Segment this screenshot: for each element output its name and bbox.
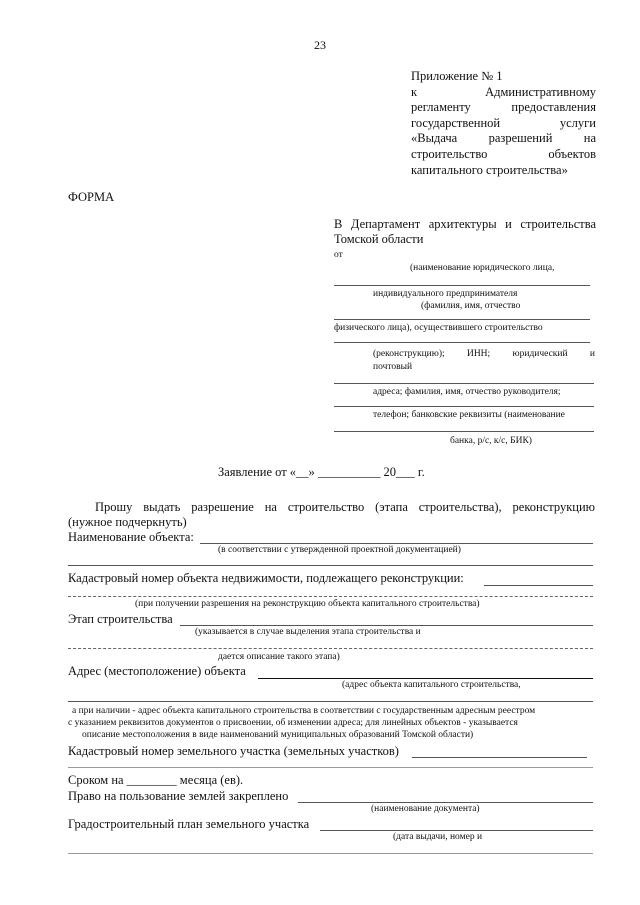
appendix-line: капитального строительства» xyxy=(411,162,568,177)
appendix-line: регламенту предоставления xyxy=(411,100,596,115)
object-name-field[interactable] xyxy=(200,543,593,544)
applicant-hint-3: (фамилия, имя, отчество xyxy=(421,301,521,311)
land-cadastral-label: Кадастровый номер земельного участка (земельных участков) xyxy=(68,744,399,758)
statement-date-line: Заявление от «__» __________ 20___ г. xyxy=(218,465,425,479)
gpzu-field-2[interactable] xyxy=(68,853,593,854)
cadastral-label: Кадастровый номер объекта недвижимости, подлежащего реконструкции: xyxy=(68,571,464,585)
appendix-line: «Выдача разрешений на xyxy=(411,131,596,146)
appendix-line: строительство объектов xyxy=(411,146,596,161)
applicant-line[interactable] xyxy=(334,406,594,407)
stage-label: Этап строительства xyxy=(68,612,173,626)
land-right-hint: (наименование документа) xyxy=(371,804,480,814)
address-field-2[interactable] xyxy=(68,701,593,702)
land-cadastral-field-2[interactable] xyxy=(68,767,593,768)
gpzu-label: Градостроительный план земельного участка xyxy=(68,817,310,831)
applicant-hint-2: индивидуального предпринимателя xyxy=(373,289,518,299)
applicant-line[interactable] xyxy=(334,319,590,320)
page-number: 23 xyxy=(314,38,326,52)
object-name-label: Наименование объекта: xyxy=(68,530,194,544)
stage-field-2[interactable] xyxy=(68,648,593,649)
recipient-line-2: Томской области xyxy=(334,232,424,246)
gpzu-field[interactable] xyxy=(320,830,593,831)
appendix-line: Приложение № 1 xyxy=(411,69,503,83)
request-text: Прошу выдать разрешение на строительство (этапа строительства), реконструкцию xyxy=(95,500,595,514)
applicant-line[interactable] xyxy=(334,285,590,286)
applicant-hint-5b: почтовый xyxy=(373,362,413,372)
address-field[interactable] xyxy=(258,678,593,679)
applicant-hint-4: физического лица), осуществившего строительство xyxy=(334,323,543,333)
address-label: Адрес (местоположение) объекта xyxy=(68,664,246,678)
applicant-line[interactable] xyxy=(334,383,594,384)
applicant-hint-6: адреса; фамилия, имя, отчество руководителя; xyxy=(373,387,561,397)
cadastral-hint: (при получении разрешения на реконструкцию объекта капитального строительства) xyxy=(135,599,480,609)
form-label: ФОРМА xyxy=(68,190,115,204)
applicant-hint-1: (наименование юридического лица, xyxy=(410,263,555,273)
gpzu-hint: (дата выдачи, номер и xyxy=(393,832,483,842)
stage-field[interactable] xyxy=(180,625,593,626)
applicant-hint-5: (реконструкцию); ИНН; юридический и xyxy=(373,349,595,359)
applicant-line[interactable] xyxy=(334,431,594,432)
cadastral-field-2[interactable] xyxy=(68,596,593,597)
applicant-hint-7: телефон; банковские реквизиты (наименование xyxy=(373,410,565,420)
recipient-line-1: В Департамент архитектуры и строительства xyxy=(334,217,596,231)
address-hint-2: а при наличии - адрес объекта капитального строительства в соответствии с государственным адресным реестром xyxy=(72,706,536,716)
address-hint-1: (адрес объекта капитального строительства, xyxy=(342,680,521,690)
term-line: Сроком на ________ месяца (ев). xyxy=(68,773,244,787)
cadastral-field[interactable] xyxy=(484,585,593,586)
land-right-label: Право на пользование землей закреплено xyxy=(68,789,289,803)
applicant-line[interactable] xyxy=(334,342,590,343)
address-hint-3: с указанием реквизитов документов о присвоении, об изменении адреса; для линейных объектов - указывается xyxy=(68,718,518,728)
address-hint-4: описание местоположения в виде наименований муниципальных образований Томской области) xyxy=(82,730,474,740)
appendix-line: к Административному xyxy=(411,84,596,99)
from-label: от xyxy=(334,250,343,260)
request-text-2: (нужное подчеркнуть) xyxy=(68,515,187,529)
stage-hint-1: (указывается в случае выделения этапа строительства и xyxy=(195,627,421,637)
object-name-field-2[interactable] xyxy=(68,565,593,566)
appendix-header xyxy=(411,69,596,178)
land-right-field[interactable] xyxy=(298,802,593,803)
land-cadastral-field[interactable] xyxy=(412,757,587,758)
applicant-hint-8: банка, р/с, к/с, БИК) xyxy=(450,436,532,446)
stage-hint-2: дается описание такого этапа) xyxy=(218,652,340,662)
appendix-line: государственной услуги xyxy=(411,115,596,130)
object-name-hint: (в соответствии с утвержденной проектной документацией) xyxy=(218,545,461,555)
